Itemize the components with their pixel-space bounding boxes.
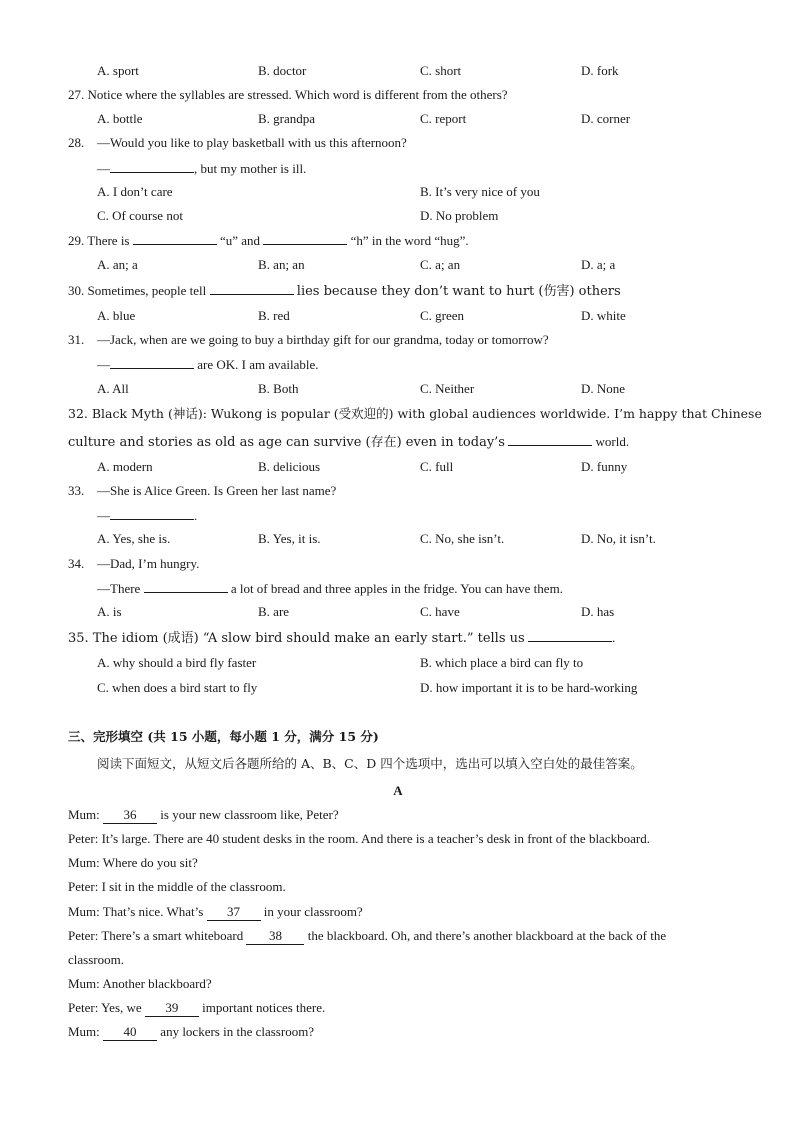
gap-40: 40 <box>103 1024 157 1041</box>
q33-answer-blank <box>110 507 194 520</box>
q26-option-d: D. fork <box>581 63 619 78</box>
dialogue-line-6 <box>68 928 666 945</box>
dialogue-line-4: Peter: I sit in the middle of the classroom. <box>68 879 286 894</box>
q33-line2 <box>97 507 197 524</box>
passage-label: A <box>393 783 403 798</box>
q29-stem-end: “h” in the word “hug”. <box>350 233 469 248</box>
dialogue-line-1 <box>68 807 339 824</box>
dialogue-line-8: Mum: Another blackboard? <box>68 976 212 991</box>
q31-dash: — <box>97 357 110 372</box>
q30-stem <box>68 282 621 300</box>
q30-option-b: B. red <box>258 308 290 323</box>
q30-option-a: A. blue <box>97 308 136 323</box>
q31-line2-text: are OK. I am available. <box>197 357 319 372</box>
dialogue-line-2: Peter: It’s large. There are 40 student desks in the room. And there is a teacher’s desk in front of the blackboard. <box>68 831 650 846</box>
q35-option-d: D. how important it is to be hard-working <box>420 680 638 695</box>
dialogue-line-6-end: the blackboard. Oh, and there’s another blackboard at the back of the <box>307 928 667 943</box>
q34-line1: —Dad, I’m hungry. <box>97 556 200 571</box>
q30-stem-end: lies because they don’t want to hurt (伤害) others <box>296 284 621 299</box>
q29-blank-2 <box>263 232 347 245</box>
dialogue-line-9-start: Peter: Yes, we <box>68 1000 142 1015</box>
q35-blank <box>528 629 612 642</box>
q27-option-b: B. grandpa <box>258 111 316 126</box>
q33-period: . <box>194 508 198 523</box>
q26-option-c: C. short <box>420 63 462 78</box>
q30-option-c: C. green <box>420 308 465 323</box>
section-title: 三、完形填空 (共 15 小题，每小题 1 分，满分 15 分) <box>68 729 379 744</box>
q31-line1: —Jack, when are we going to buy a birthday gift for our grandma, today or tomorrow? <box>97 332 549 347</box>
q35-stem <box>68 629 615 647</box>
q27-option-c: C. report <box>420 111 467 126</box>
q34-line2-end: a lot of bread and three apples in the fridge. You can have them. <box>230 581 563 596</box>
dialogue-line-3: Mum: Where do you sit? <box>68 855 198 870</box>
q28-answer-blank <box>110 160 194 173</box>
q28-option-d: D. No problem <box>420 208 499 223</box>
q35-stem-start: 35. The idiom (成语) “A slow bird should make an early start.” tells us <box>68 631 525 646</box>
q34-line2 <box>97 580 563 597</box>
q35-option-a: A. why should a bird fly faster <box>97 655 257 670</box>
q28-line2 <box>97 160 306 177</box>
dialogue-line-5-end: in your classroom? <box>263 904 363 919</box>
q31-option-d: D. None <box>581 381 626 396</box>
q28-option-c: C. Of course not <box>97 208 183 223</box>
q29-option-d: D. a; a <box>581 257 616 272</box>
gap-39: 39 <box>145 1000 199 1017</box>
q31-line2 <box>97 356 319 373</box>
q32-option-c: C. full <box>420 459 454 474</box>
q31-option-b: B. Both <box>258 381 299 396</box>
q32-option-b: B. delicious <box>258 459 321 474</box>
dialogue-line-10-end: any lockers in the classroom? <box>160 1024 315 1039</box>
q35-option-c: C. when does a bird start to fly <box>97 680 258 695</box>
q29-stem-mid: “u” and <box>220 233 261 248</box>
gap-36: 36 <box>103 807 157 824</box>
speaker-mum-2: Mum: <box>68 1024 100 1039</box>
dialogue-line-1-text: is your new classroom like, Peter? <box>160 807 339 822</box>
q29-stem <box>68 232 469 249</box>
dialogue-line-9-end: important notices there. <box>202 1000 326 1015</box>
q29-option-c: C. a; an <box>420 257 461 272</box>
q33-option-a: A. Yes, she is. <box>97 531 171 546</box>
q31-option-a: A. All <box>97 381 129 396</box>
q34-number: 34. <box>68 556 85 571</box>
q33-number: 33. <box>68 483 85 498</box>
q28-line2-text: , but my mother is ill. <box>194 161 307 176</box>
q28-number: 28. <box>68 135 85 150</box>
q28-dash: — <box>97 161 110 176</box>
q28-option-b: B. It’s very nice of you <box>420 184 540 199</box>
q34-blank <box>144 580 228 593</box>
dialogue-line-6-start: Peter: There’s a smart whiteboard <box>68 928 244 943</box>
section-instruction: 阅读下面短文，从短文后各题所给的 A、B、C、D 四个选项中，选出可以填入空白处的最佳答案。 <box>97 756 643 771</box>
q31-answer-blank <box>110 356 194 369</box>
dialogue-line-7: classroom. <box>68 952 124 967</box>
q32-line1: 32. Black Myth (神话): Wukong is popular (受欢迎的) with global audiences worldwide. I’m happy that Chinese <box>68 406 762 421</box>
dialogue-line-5 <box>68 904 363 921</box>
gap-37: 37 <box>207 904 261 921</box>
q30-blank <box>210 282 294 295</box>
dialogue-line-9 <box>68 1000 325 1017</box>
q34-option-d: D. has <box>581 604 615 619</box>
dialogue-line-10 <box>68 1024 314 1041</box>
q26-option-b: B. doctor <box>258 63 307 78</box>
q34-option-a: A. is <box>97 604 122 619</box>
q33-option-b: B. Yes, it is. <box>258 531 321 546</box>
q35-period: . <box>611 630 616 645</box>
q33-dash: — <box>97 508 110 523</box>
q33-option-c: C. No, she isn’t. <box>420 531 505 546</box>
speaker-mum: Mum: <box>68 807 100 822</box>
q29-option-b: B. an; an <box>258 257 305 272</box>
q32-line2 <box>68 433 629 451</box>
q33-option-d: D. No, it isn’t. <box>581 531 656 546</box>
q32-option-a: A. modern <box>97 459 153 474</box>
q28-option-a: A. I don’t care <box>97 184 173 199</box>
gap-38: 38 <box>246 928 304 945</box>
q29-option-a: A. an; a <box>97 257 138 272</box>
q32-line2-end: world. <box>595 434 630 449</box>
q31-option-c: C. Neither <box>420 381 475 396</box>
q32-blank <box>508 433 592 446</box>
q29-stem-start: 29. There is <box>68 233 130 248</box>
q35-option-b: B. which place a bird can fly to <box>420 655 584 670</box>
q30-option-d: D. white <box>581 308 626 323</box>
q27-stem: 27. Notice where the syllables are stressed. Which word is different from the others? <box>68 87 508 102</box>
q30-stem-start: 30. Sometimes, people tell <box>68 283 207 298</box>
q32-line2-start: culture and stories as old as age can survive (存在) even in today’s <box>68 435 505 450</box>
q28-line1: —Would you like to play basketball with us this afternoon? <box>97 135 407 150</box>
q34-option-b: B. are <box>258 604 290 619</box>
q27-option-a: A. bottle <box>97 111 143 126</box>
q27-option-d: D. corner <box>581 111 631 126</box>
q33-line1: —She is Alice Green. Is Green her last name? <box>97 483 337 498</box>
q34-line2-start: —There <box>97 581 141 596</box>
q29-blank-1 <box>133 232 217 245</box>
q32-option-d: D. funny <box>581 459 628 474</box>
q26-option-a: A. sport <box>97 63 139 78</box>
dialogue-line-5-start: Mum: That’s nice. What’s <box>68 904 204 919</box>
q31-number: 31. <box>68 332 85 347</box>
q34-option-c: C. have <box>420 604 460 619</box>
